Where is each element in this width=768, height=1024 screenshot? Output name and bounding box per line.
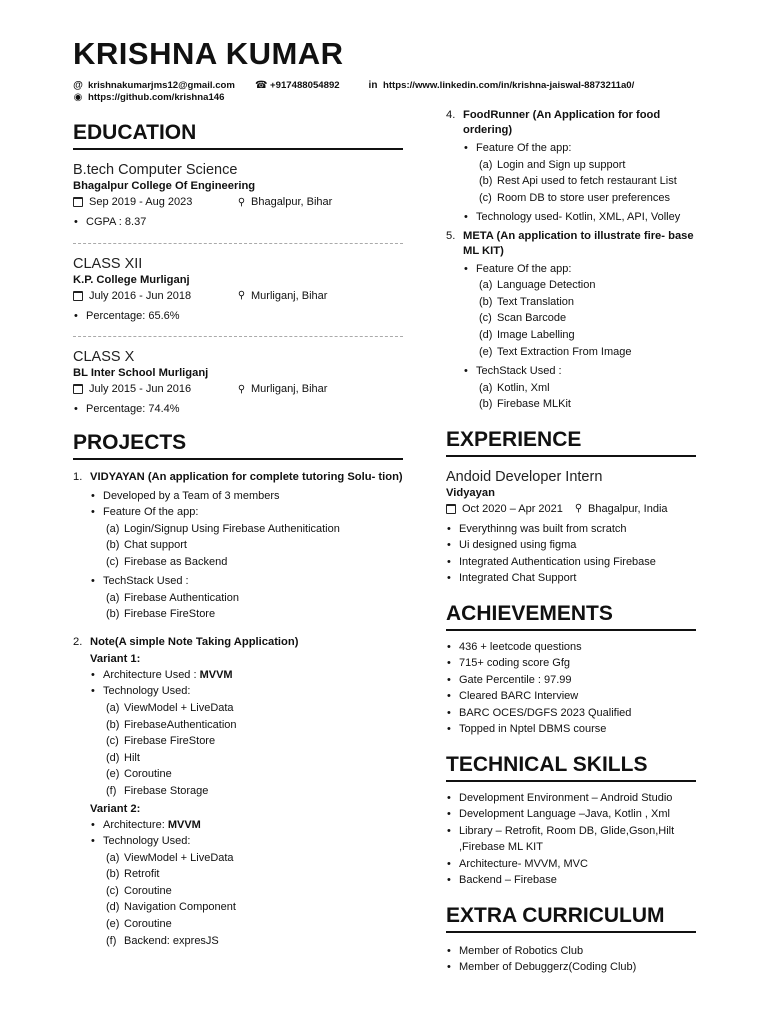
list-item: • 436 + leetcode questions <box>446 639 696 656</box>
sub-item: (b) FirebaseAuthentication <box>106 718 237 731</box>
sub-item: (a) Login and Sign up support <box>479 158 626 171</box>
entry-meta <box>73 196 403 208</box>
map-pin-icon: ⚲ <box>237 196 246 208</box>
sub-item: (c) Room DB to store user preferences <box>479 191 671 204</box>
linkedin-icon: in <box>368 80 378 91</box>
github-icon: ◉ <box>73 92 83 103</box>
list-item: • 715+ coding score Gfg <box>446 655 696 672</box>
list-item: • Integrated Chat Support <box>446 570 696 587</box>
list-item: • Cleared BARC Interview <box>446 688 696 705</box>
entry-location: Bhagalpur, Bihar <box>251 196 333 208</box>
project-title: FoodRunner (An Application for food ordering) <box>463 109 661 136</box>
linkedin-text[interactable]: https://www.linkedin.com/in/krishna-jaiswal-8873211a0/ <box>383 80 635 91</box>
list-item: • Everythinng was built from scratch <box>446 521 696 538</box>
list-item: • Integrated Authentication using Firebase <box>446 554 696 571</box>
contact-linkedin[interactable] <box>368 80 634 91</box>
calendar-icon <box>73 197 83 207</box>
contact-email[interactable] <box>73 80 235 91</box>
project-title: Note(A simple Note Taking Application) <box>90 635 299 648</box>
degree-title: CLASS XII <box>73 255 143 272</box>
sub-item: (c) Coroutine <box>106 884 172 897</box>
right-column <box>446 108 696 976</box>
achievements-section <box>446 601 696 738</box>
list-item: • Technology Used: (a) ViewModel + LiveData (b) Retrofit (c) Coroutine (d) Navigation Component (e) Coroutine (f) Backend: expresJS <box>90 833 403 949</box>
sub-item: (a) ViewModel + LiveData <box>106 701 234 714</box>
job-role: Andoid Developer Intern <box>446 468 603 485</box>
education-entry <box>73 349 403 418</box>
project-item <box>73 470 403 623</box>
project-number: 4. <box>446 109 456 121</box>
entry-meta <box>446 503 696 515</box>
project-item <box>73 635 403 949</box>
sub-item: (a) Language Detection <box>479 279 596 292</box>
at-icon: @ <box>73 80 83 91</box>
phone-icon: ☎ <box>255 80 268 91</box>
sub-item: (f) Backend: expresJS <box>106 934 219 947</box>
skills-heading: TECHNICAL SKILLS <box>446 752 696 782</box>
sub-item: (e) Coroutine <box>106 768 172 781</box>
project-number: 2. <box>73 635 83 648</box>
contact-phone[interactable] <box>255 80 340 91</box>
list-item: • Architecture: MVVM <box>90 817 403 834</box>
projects-list-continued <box>446 108 696 413</box>
list-item: • Member of Robotics Club <box>446 943 696 960</box>
map-pin-icon: ⚲ <box>574 503 583 515</box>
sub-item: (b) Retrofit <box>106 868 160 881</box>
sub-item: (b) Chat support <box>106 539 187 552</box>
sub-item: (d) Navigation Component <box>106 901 236 914</box>
sub-item: (d) Image Labelling <box>479 329 575 342</box>
sub-item: (a) Kotlin, Xml <box>479 381 550 394</box>
list-item: • Developed by a Team of 3 members <box>90 488 403 505</box>
map-pin-icon: ⚲ <box>237 290 246 301</box>
projects-list <box>73 470 403 950</box>
entry-detail: • CGPA : 8.37 <box>73 214 403 231</box>
project-item <box>446 229 696 413</box>
list-item: • Development Environment – Android Studio <box>446 790 696 807</box>
stack-label: TechStack Used : <box>103 575 189 588</box>
sub-item: (b) Rest Api used to fetch restaurant List <box>479 175 677 188</box>
sub-item: (a) ViewModel + LiveData <box>106 851 234 864</box>
list-item: • TechStack Used : (a) Kotlin, Xml (b) Firebase MLKit <box>463 363 696 413</box>
entry-location: Murliganj, Bihar <box>251 383 328 395</box>
list-item: • Technology used- Kotlin, XML, API, Volley <box>463 209 696 226</box>
education-heading: EDUCATION <box>73 120 403 150</box>
entry-date: Oct 2020 – Apr 2021 <box>462 502 563 515</box>
entry-date: July 2015 - Jun 2016 <box>89 383 192 395</box>
achievements-heading: ACHIEVEMENTS <box>446 601 696 631</box>
education-entry <box>73 256 403 325</box>
list-item: • Ui designed using figma <box>446 537 696 554</box>
project-title: VIDYAYAN (An application for complete tutoring Solu- tion) <box>90 470 403 483</box>
entry-date: Sep 2019 - Aug 2023 <box>89 196 193 208</box>
sub-item: (f) Firebase Storage <box>106 784 209 797</box>
entry-date: July 2016 - Jun 2018 <box>89 289 192 302</box>
variant-label: Variant 2: <box>90 802 141 815</box>
entry-detail: • Percentage: 65.6% <box>73 308 403 325</box>
list-item: • Backend – Firebase <box>446 872 696 889</box>
sub-item: (b) Firebase MLKit <box>479 398 571 411</box>
list-item <box>90 504 403 570</box>
calendar-icon <box>73 384 83 394</box>
sub-item: (c) Scan Barcode <box>479 312 567 325</box>
extra-heading: EXTRA CURRICULUM <box>446 903 696 933</box>
list-item: • Member of Debuggerz(Coding Club) <box>446 959 696 976</box>
experience-heading: EXPERIENCE <box>446 427 696 457</box>
list-item: • Topped in Nptel DBMS course <box>446 721 696 738</box>
sub-item: (e) Coroutine <box>106 917 172 930</box>
list-item: • Library – Retrofit, Room DB, Glide,Gson,Hilt ,Firebase ML KIT <box>446 823 696 856</box>
degree-title: B.tech Computer Science <box>73 162 238 178</box>
variant-label: Variant 1: <box>90 652 141 665</box>
calendar-icon <box>446 504 456 514</box>
github-text[interactable]: https://github.com/krishna146 <box>88 92 225 103</box>
entry-location: Murliganj, Bihar <box>251 289 328 302</box>
sub-item: (b) Text Translation <box>479 295 575 308</box>
list-item: • BARC OCES/DGFS 2023 Qualified <box>446 705 696 722</box>
sub-item: (e) Text Extraction From Image <box>479 345 632 358</box>
left-column <box>73 120 403 957</box>
company-name: Vidyayan <box>446 486 495 499</box>
skills-section <box>446 752 696 889</box>
project-item <box>446 108 696 226</box>
candidate-name: KRISHNA KUMAR <box>73 36 344 71</box>
experience-section <box>446 427 696 587</box>
phone-text[interactable]: +917488054892 <box>270 80 340 91</box>
contact-github[interactable] <box>73 92 224 103</box>
projects-heading: PROJECTS <box>73 430 403 460</box>
sub-item: (a) Login/Signup Using Firebase Authenitication <box>106 522 340 535</box>
list-item: • Architecture- MVVM, MVC <box>446 856 696 873</box>
map-pin-icon: ⚲ <box>237 383 246 395</box>
email-text[interactable]: krishnakumarjms12@gmail.com <box>88 80 235 91</box>
school-name: Bhagalpur College Of Engineering <box>73 180 256 192</box>
project-number: 1. <box>73 470 83 483</box>
sub-item: (c) Firebase as Backend <box>106 555 228 568</box>
list-item: • Gate Percentile : 97.99 <box>446 672 696 689</box>
sub-item: (a) Firebase Authentication <box>106 591 239 604</box>
school-name: BL Inter School Murliganj <box>73 367 209 379</box>
project-title: META (An application to illustrate fire- base ML KIT) <box>463 229 694 257</box>
education-entry <box>73 162 403 231</box>
list-item: • Feature Of the app: (a) Login and Sign up support (b) Rest Api used to fetch restaurant List (c) Room DB to store user preferences <box>463 140 696 206</box>
sub-item: (d) Hilt <box>106 751 140 764</box>
calendar-icon <box>73 291 83 301</box>
school-name: K.P. College Murliganj <box>73 273 190 286</box>
divider <box>73 243 403 244</box>
degree-title: CLASS X <box>73 349 135 365</box>
sub-item: (c) Firebase FireStore <box>106 735 216 748</box>
list-item <box>90 573 403 623</box>
list-item: • Feature Of the app: (a) Language Detection (b) Text Translation (c) Scan Barcode (d) Image Labelling (e) Text Extraction From Image <box>463 261 696 360</box>
divider <box>73 336 403 337</box>
extra-section <box>446 903 696 976</box>
feature-label: Feature Of the app: <box>103 506 199 518</box>
list-item: • Development Language –Java, Kotlin , Xml <box>446 806 696 823</box>
entry-location: Bhagalpur, India <box>588 502 668 515</box>
entry-meta <box>73 290 403 302</box>
list-item: • Architecture Used : MVVM <box>90 667 403 684</box>
list-item: • Technology Used: (a) ViewModel + LiveData (b) FirebaseAuthentication (c) Firebase FireStore (d) Hilt (e) Coroutine (f) Firebase Storage <box>90 683 403 799</box>
entry-detail: • Percentage: 74.4% <box>73 401 403 418</box>
project-number: 5. <box>446 229 456 242</box>
entry-meta <box>73 383 403 395</box>
sub-item: (b) Firebase FireStore <box>106 608 216 621</box>
